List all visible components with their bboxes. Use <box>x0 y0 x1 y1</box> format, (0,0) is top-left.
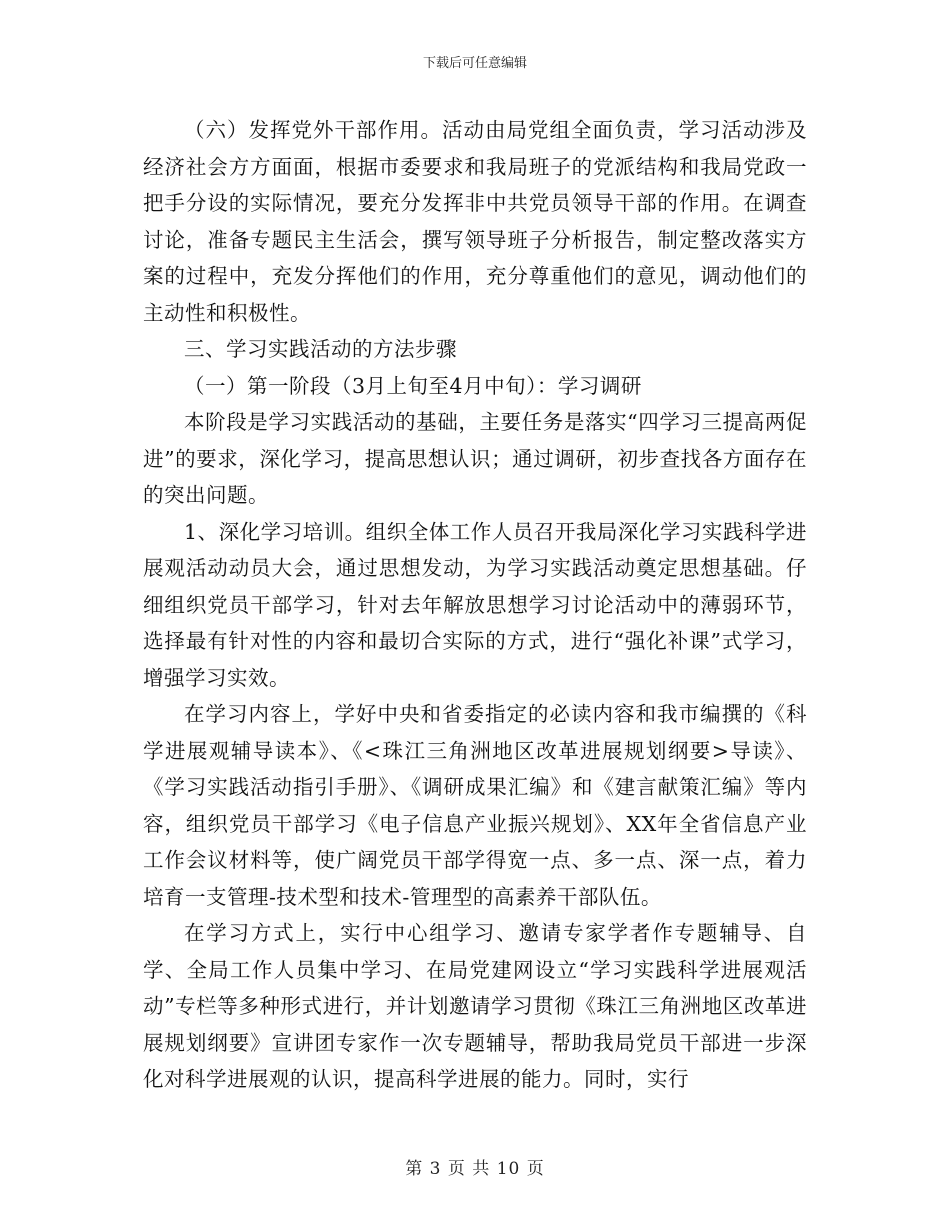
document-body <box>143 112 807 1098</box>
paragraph-study-content: 在学习内容上，学好中央和省委指定的必读内容和我市编撰的《科学进展观辅导读本》、《<珠江三角洲地区改革进展规划纲要>导读》、《学习实践活动指引手册》、《调研成果汇编》和《建言献策汇编》等内容，组织党员干部学习《电子信息产业振兴规划》、XX年全省信息产业工作会议材料等，使广阔党员干部学得宽一点、多一点、深一点，着力培育一支管理-技术型和技术-管理型的高素养干部队伍。 <box>143 702 807 909</box>
paragraph-study-training: 1、深化学习培训。组织全体工作人员召开我局深化学习实践科学进展观活动动员大会，通过思想发动，为学习实践活动奠定思想基础。仔细组织党员干部学习，针对去年解放思想学习讨论活动中的薄弱环节，选择最有针对性的内容和最切合实际的方式，进行“强化补课”式学习，增强学习实效。 <box>143 519 807 690</box>
paragraph-stage-one-intro: 本阶段是学习实践活动的基础，主要任务是落实“四学习三提高两促进”的要求，深化学习，提高思想认识；通过调研，初步查找各方面存在的突出问题。 <box>143 410 807 507</box>
page-header: 下载后可任意编辑 <box>422 56 527 71</box>
page-footer: 第 3 页 共 10 页 <box>405 1159 545 1179</box>
section-heading-methods: 三、学习实践活动的方法步骤 <box>184 337 457 361</box>
paragraph-study-methods: 在学习方式上，实行中心组学习、邀请专家学者作专题辅导、自学、全局工作人员集中学习、在局党建网设立“学习实践科学进展观活动”专栏等多种形式进行，并计划邀请学习贯彻《珠江三角洲地区改革进展规划纲要》宣讲团专家作一次专题辅导，帮助我局党员干部进一步深化对科学进展观的认识，提高科学进展的能力。同时，实行 <box>143 921 807 1091</box>
subsection-heading-stage-one: （一）第一阶段（3月上旬至4月中旬）：学习调研 <box>184 373 642 398</box>
paragraph-party-cadres: （六）发挥党外干部作用。活动由局党组全面负责，学习活动涉及经济社会方方面面，根据市委要求和我局班子的党派结构和我局党政一把手分设的实际情况，要充分发挥非中共党员领导干部的作用。在调查讨论，准备专题民主生活会，撰写领导班子分析报告，制定整改落实方案的过程中，充发分挥他们的作用，充分尊重他们的意见，调动他们的主动性和积极性。 <box>143 118 807 325</box>
